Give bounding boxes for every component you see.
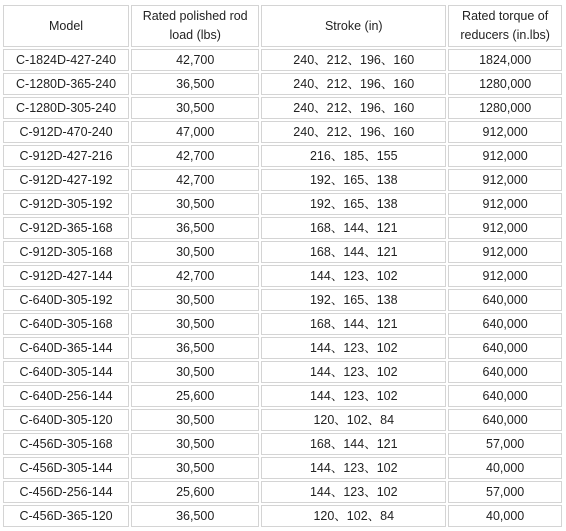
cell-rated-load: 42,700	[131, 145, 259, 167]
cell-rated-torque: 57,000	[448, 481, 562, 503]
table-header-row	[3, 5, 562, 47]
table-row	[3, 385, 562, 407]
cell-rated-load: 42,700	[131, 49, 259, 71]
table-body	[3, 5, 562, 527]
cell-model: C-640D-256-144	[3, 385, 129, 407]
cell-rated-torque: 912,000	[448, 121, 562, 143]
cell-model: C-640D-305-192	[3, 289, 129, 311]
cell-rated-torque: 640,000	[448, 361, 562, 383]
cell-rated-torque: 40,000	[448, 505, 562, 527]
header-rated-torque: Rated torque of reducers (in.lbs)	[448, 5, 562, 47]
cell-stroke: 192、165、138	[261, 193, 446, 215]
cell-rated-torque: 640,000	[448, 409, 562, 431]
cell-rated-torque: 912,000	[448, 265, 562, 287]
header-stroke: Stroke (in)	[261, 5, 446, 47]
cell-rated-torque: 912,000	[448, 241, 562, 263]
cell-rated-torque: 912,000	[448, 145, 562, 167]
cell-model: C-912D-427-192	[3, 169, 129, 191]
cell-rated-load: 30,500	[131, 409, 259, 431]
cell-model: C-640D-305-168	[3, 313, 129, 335]
cell-rated-load: 42,700	[131, 265, 259, 287]
cell-model: C-456D-305-144	[3, 457, 129, 479]
table-row	[3, 193, 562, 215]
cell-stroke: 144、123、102	[261, 457, 446, 479]
cell-stroke: 240、212、196、160	[261, 121, 446, 143]
cell-rated-torque: 640,000	[448, 289, 562, 311]
cell-stroke: 120、102、84	[261, 505, 446, 527]
cell-model: C-640D-305-144	[3, 361, 129, 383]
table-row	[3, 241, 562, 263]
cell-model: C-640D-305-120	[3, 409, 129, 431]
cell-rated-load: 25,600	[131, 385, 259, 407]
cell-stroke: 144、123、102	[261, 481, 446, 503]
cell-stroke: 168、144、121	[261, 241, 446, 263]
cell-model: C-912D-427-216	[3, 145, 129, 167]
cell-stroke: 144、123、102	[261, 265, 446, 287]
table-row	[3, 289, 562, 311]
cell-rated-torque: 640,000	[448, 385, 562, 407]
cell-rated-load: 30,500	[131, 289, 259, 311]
table-row	[3, 457, 562, 479]
cell-rated-torque: 912,000	[448, 169, 562, 191]
cell-rated-load: 25,600	[131, 481, 259, 503]
table-row	[3, 265, 562, 287]
cell-rated-load: 47,000	[131, 121, 259, 143]
cell-stroke: 240、212、196、160	[261, 73, 446, 95]
cell-model: C-1280D-365-240	[3, 73, 129, 95]
cell-rated-load: 30,500	[131, 97, 259, 119]
cell-rated-torque: 40,000	[448, 457, 562, 479]
cell-rated-torque: 912,000	[448, 217, 562, 239]
cell-rated-torque: 912,000	[448, 193, 562, 215]
table-row	[3, 145, 562, 167]
cell-rated-torque: 640,000	[448, 313, 562, 335]
table-row	[3, 409, 562, 431]
cell-stroke: 240、212、196、160	[261, 49, 446, 71]
cell-model: C-912D-305-192	[3, 193, 129, 215]
table-row	[3, 73, 562, 95]
pumping-unit-spec-table	[1, 3, 564, 529]
table-row	[3, 337, 562, 359]
cell-rated-load: 30,500	[131, 457, 259, 479]
cell-stroke: 144、123、102	[261, 385, 446, 407]
cell-model: C-912D-305-168	[3, 241, 129, 263]
cell-stroke: 192、165、138	[261, 289, 446, 311]
table-row	[3, 97, 562, 119]
cell-stroke: 120、102、84	[261, 409, 446, 431]
cell-rated-load: 36,500	[131, 73, 259, 95]
cell-model: C-1280D-305-240	[3, 97, 129, 119]
cell-stroke: 168、144、121	[261, 313, 446, 335]
table-row	[3, 217, 562, 239]
cell-rated-torque: 57,000	[448, 433, 562, 455]
cell-rated-load: 36,500	[131, 217, 259, 239]
table-row	[3, 433, 562, 455]
table-row	[3, 121, 562, 143]
cell-rated-torque: 640,000	[448, 337, 562, 359]
cell-stroke: 168、144、121	[261, 433, 446, 455]
cell-model: C-640D-365-144	[3, 337, 129, 359]
cell-model: C-456D-256-144	[3, 481, 129, 503]
cell-stroke: 240、212、196、160	[261, 97, 446, 119]
header-rated-load: Rated polished rod load (lbs)	[131, 5, 259, 47]
cell-rated-load: 42,700	[131, 169, 259, 191]
cell-rated-load: 36,500	[131, 337, 259, 359]
cell-model: C-1824D-427-240	[3, 49, 129, 71]
cell-stroke: 216、185、155	[261, 145, 446, 167]
cell-stroke: 144、123、102	[261, 361, 446, 383]
cell-rated-load: 30,500	[131, 361, 259, 383]
cell-model: C-456D-365-120	[3, 505, 129, 527]
cell-rated-load: 30,500	[131, 241, 259, 263]
cell-rated-torque: 1824,000	[448, 49, 562, 71]
cell-rated-load: 30,500	[131, 193, 259, 215]
cell-model: C-912D-470-240	[3, 121, 129, 143]
cell-rated-torque: 1280,000	[448, 73, 562, 95]
cell-rated-torque: 1280,000	[448, 97, 562, 119]
table-row	[3, 481, 562, 503]
cell-rated-load: 30,500	[131, 313, 259, 335]
table-row	[3, 505, 562, 527]
cell-stroke: 144、123、102	[261, 337, 446, 359]
cell-rated-load: 36,500	[131, 505, 259, 527]
cell-stroke: 192、165、138	[261, 169, 446, 191]
cell-model: C-456D-305-168	[3, 433, 129, 455]
cell-stroke: 168、144、121	[261, 217, 446, 239]
cell-model: C-912D-427-144	[3, 265, 129, 287]
table-row	[3, 49, 562, 71]
table-row	[3, 313, 562, 335]
header-model: Model	[3, 5, 129, 47]
table-row	[3, 169, 562, 191]
cell-rated-load: 30,500	[131, 433, 259, 455]
table-row	[3, 361, 562, 383]
cell-model: C-912D-365-168	[3, 217, 129, 239]
